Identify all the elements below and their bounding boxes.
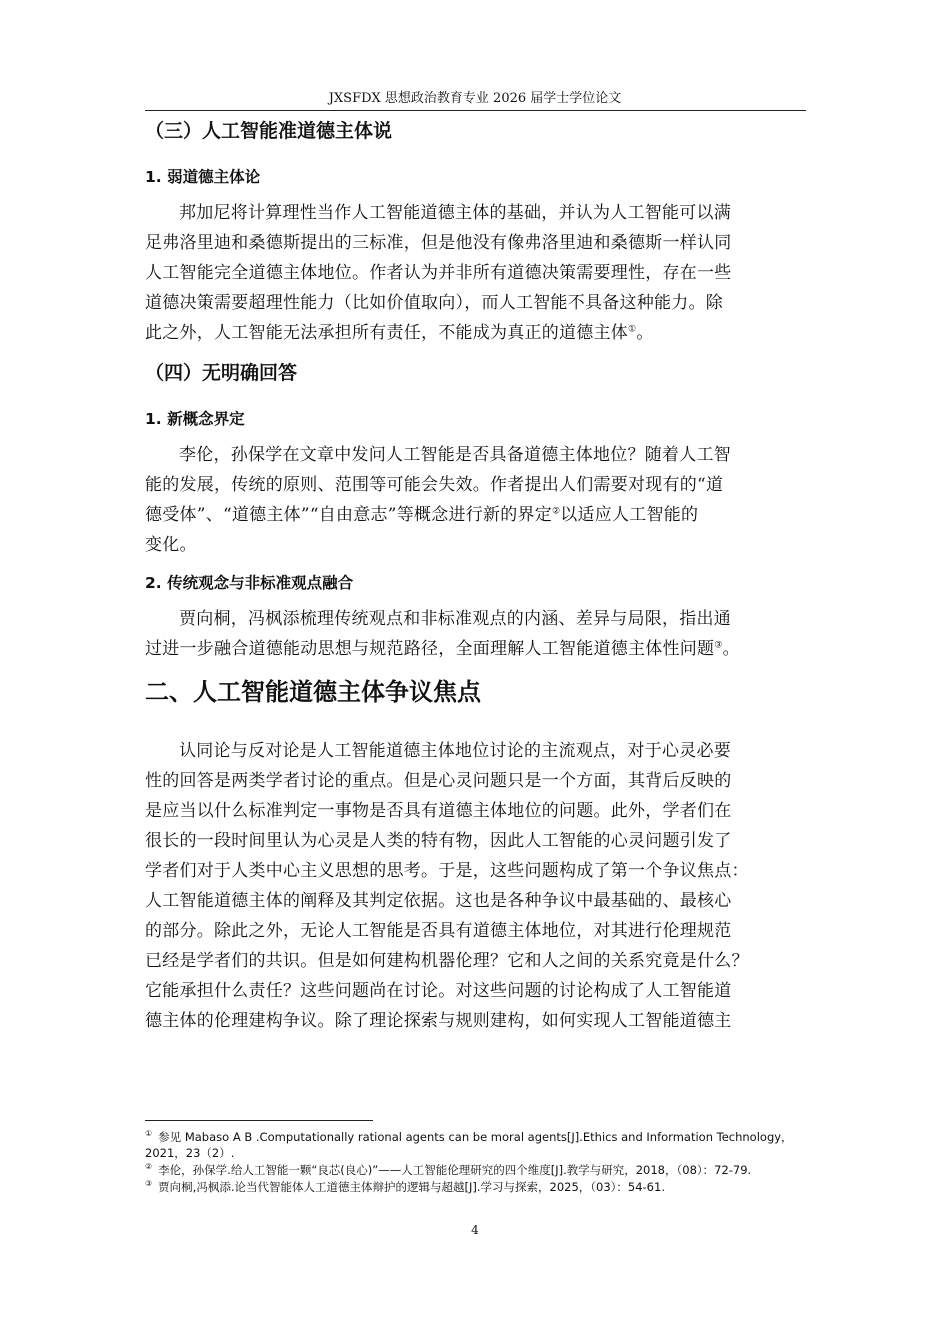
subsection-4-1-heading: 1. 新概念界定 [145,410,245,428]
section-4-heading: （四）无明确回答 [145,362,298,384]
footnote-mark: ① [145,1129,153,1139]
footnote-text: 参见 Mabaso A B .Computationally rational agents can be moral agents[J].Ethics and Information Technology，2021，23（2）. [145,1130,793,1160]
chapter-2-heading: 二、人工智能道德主体争议焦点 [145,678,481,706]
footnotes [145,1129,795,1196]
footnote-item [145,1129,795,1161]
paragraph-text: 贾向桐，冯枫添梳理传统观点和非标准观点的内涵、差异与局限，指出通 过进一步融合道德能动思想与规范路径，全面理解人工智能道德主体性问题 [145,609,731,659]
subsection-4-2-heading: 2. 传统观念与非标准观点融合 [145,574,354,592]
running-header: JXSFDX 思想政治教育专业 2026 届学士学位论文 [328,91,622,106]
footnote-text: 李伦，孙保学.给人工智能一颗“良芯(良心)”——人工智能伦理研究的四个维度[J].教学与研究，2018，（08）：72-79. [158,1163,752,1177]
paragraph [145,604,809,664]
footnote-ref[interactable]: ① [628,324,637,335]
paragraph-text-tail: 以适应人工智能的 变化。 [145,505,699,555]
paragraph-text-tail: 。 [722,639,740,659]
footnote-mark: ② [145,1162,153,1172]
main-content [145,116,809,1046]
paragraph [145,736,809,1036]
footnote-ref[interactable]: ③ [714,640,723,651]
footnote-ref[interactable]: ② [551,506,561,517]
footnote-mark: ③ [145,1179,153,1189]
section-3-heading: （三）人工智能准道德主体说 [145,120,393,142]
footnote-item [145,1162,795,1178]
header-rule [145,110,806,111]
paragraph-text: 邦加尼将计算理性当作人工智能道德主体的基础，并认为人工智能可以满 足弗洛里迪和桑德斯提出的三标准，但是他没有像弗洛里迪和桑德斯一样认同 人工智能完全道德主体地位。作者认为并非所有道德决策需要理性，存在一些 道德决策需要超理性能力（比如价值取向），而人工智能不具备这种能力。除 此之外，人工智能无法承担所有责任，不能成为真正的道德主体 [145,203,732,343]
page-number: 4 [471,1223,479,1237]
footnote-item [145,1179,795,1195]
paragraph-text: 李伦，孙保学在文章中发问人工智能是否具备道德主体地位？随着人工智 能的发展，传统的原则、范围等可能会失效。作者提出人们需要对现有的“道 德受体”、“道德主体”“自由意志”等概念进行新的界定 [145,445,731,525]
paragraph-text-tail: 。 [636,323,654,343]
paragraph [145,440,809,560]
paragraph [145,198,809,348]
paragraph-text: 认同论与反对论是人工智能道德主体地位讨论的主流观点，对于心灵必要 性的回答是两类学者讨论的重点。但是心灵问题只是一个方面，其背后反映的 是应当以什么标准判定一事物是否具有道德主体地位的问题。此外，学者们在 很长的一段时间里认为心灵是人类的特有物，因此人工智能的心灵问题引发了 学者们对于人类中心主义思想的思考。于是，这些问题构成了第一个争议焦点： 人工智能道德主体的阐释及其判定依据。这也是各种争议中最基础的、最核心 的部分。除此之外，无论人工智能是否具有道德主体地位，对其进行伦理规范 已经是学者们的共识。但是如何建构机器伦理？它和人之间的关系究竟是什么？ 它能承担什么责任？这些问题尚在讨论。对这些问题的讨论构成了人工智能道 德主体的伦理建构争议。除了理论探索与规则建构，如何实现人工智能道德主 [145,741,749,1031]
footnote-text: 贾向桐,冯枫添.论当代智能体人工道德主体辩护的逻辑与超越[J].学习与探索，2025，（03）：54-61. [158,1180,665,1194]
subsection-3-1-heading: 1. 弱道德主体论 [145,168,261,186]
footnote-separator [145,1120,373,1121]
